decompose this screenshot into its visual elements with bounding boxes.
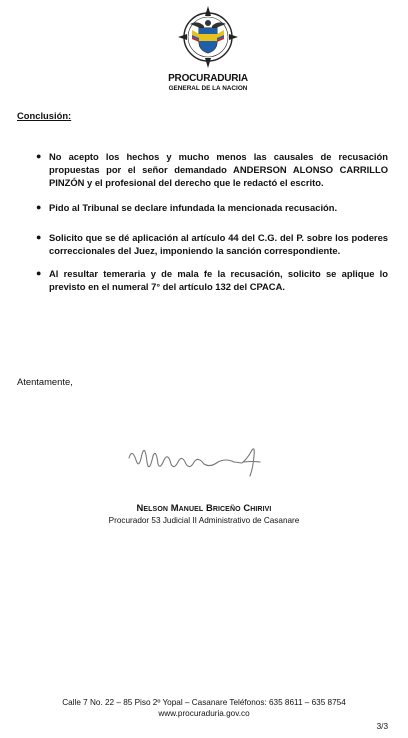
list-item — [36, 201, 388, 214]
bullet-icon: ● — [36, 268, 42, 278]
signer-name: Nelson Manuel Briceño Chirivi — [136, 502, 272, 513]
logo-subtitle: GENERAL DE LA NACION — [168, 85, 248, 92]
bullet-icon: ● — [36, 232, 42, 242]
logo-title: PROCURADURIA — [168, 73, 248, 84]
list-item — [36, 231, 388, 257]
crest-icon — [168, 4, 248, 74]
item-text-prefix: No acepto los hechos y mucho menos las causales de recusación propuestas por el señor demandado — [49, 151, 388, 175]
item-text-suffix: y el profesional del derecho que le redactó el escrito. — [84, 177, 324, 188]
list-item — [36, 267, 388, 293]
signer-role: Procurador 53 Judicial II Administrativo de Casanare — [108, 516, 300, 525]
page-footer — [0, 697, 408, 719]
item-text: Pido al Tribunal se declare infundada la mencionada recusación. — [49, 202, 338, 213]
bullet-icon: ● — [36, 151, 42, 161]
section-heading: Conclusión: — [17, 110, 72, 121]
footer-address: Calle 7 No. 22 – 85 Piso 2º Yopal – Casanare Teléfonos: 635 8611 – 635 8754 — [62, 698, 346, 707]
list-item — [36, 150, 388, 189]
item-text: Al resultar temeraria y de mala fe la recusación, solicito se aplique lo previsto en el numeral 7° del artículo 132 del CPACA. — [49, 268, 388, 292]
footer-website: www.procuraduria.gov.co — [158, 709, 250, 718]
signer-block — [0, 502, 408, 525]
bullet-icon: ● — [36, 202, 42, 212]
procuraduria-logo — [168, 4, 248, 102]
conclusion-list — [36, 150, 388, 293]
item-text-emphasis: ANDERSON ALONSO CARRILLO PINZÓN — [49, 164, 388, 188]
page-number: 3/3 — [376, 722, 388, 731]
handwritten-signature — [126, 440, 271, 484]
item-text: Solicito que se dé aplicación al artículo 44 del C.G. del P. sobre los poderes correccionales del Juez, imponiendo la sanción correspondiente. — [49, 232, 388, 256]
closing-text: Atentamente, — [17, 376, 73, 387]
